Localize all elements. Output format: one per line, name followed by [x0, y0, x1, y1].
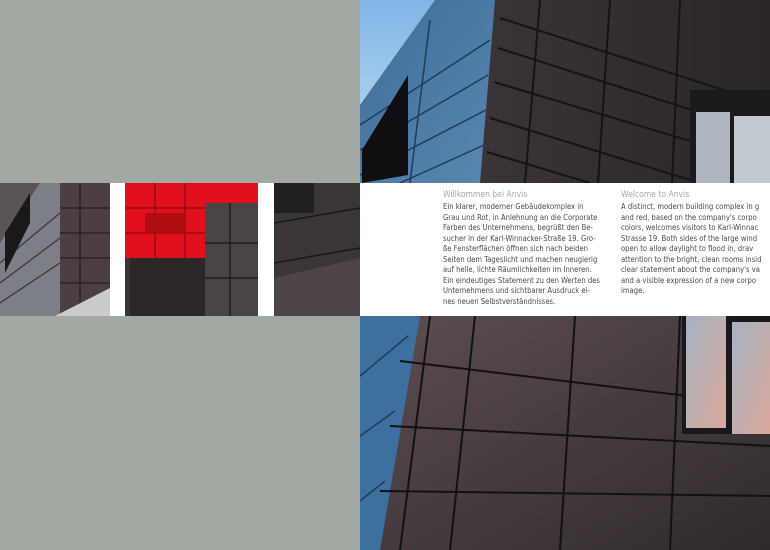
body-line: Strasse 19. Both sides of the large wind	[621, 233, 758, 243]
body-line: ße Fensterflächen öffnen sich nach beiden	[443, 244, 588, 253]
body-line: open to allow daylight to flood in, drav	[621, 244, 754, 253]
body-line: auf helle, lichte Räumlichkeiten im Inneren.	[443, 265, 592, 274]
body-line: Grau und Rot, in Anlehnung an die Corporate	[443, 212, 598, 222]
thumbnail-facade-gray	[0, 183, 110, 316]
body-line: Seiten dem Tageslicht und machen neugierig	[443, 254, 598, 264]
body-line: Ein eindeutiges Statement zu den Werten des	[443, 275, 600, 285]
text-column-en	[621, 190, 770, 297]
facade-photo-top	[360, 0, 770, 183]
heading-de: Willkommen bei Anvis	[443, 190, 528, 200]
text-column-de	[443, 190, 608, 307]
body-line: Farben des Unternehmens, begrüßt den Be-	[443, 223, 593, 232]
body-line: nes neuen Selbstverständnisses.	[443, 296, 556, 306]
body-line: image.	[621, 286, 645, 295]
body-line: sucher in der Karl-Winnacker-Straße 19. Gro-	[443, 233, 596, 243]
body-line: and red, based on the company's corpo	[621, 212, 757, 222]
body-en	[621, 202, 770, 297]
body-de	[443, 202, 608, 307]
body-line: clear statement about the company's va	[621, 265, 760, 274]
thumbnail-facade-dark	[274, 183, 360, 316]
body-line: and a visible expression of a new corpo	[621, 275, 757, 285]
body-line: attention to the bright, clean rooms insid	[621, 254, 762, 264]
body-line: Ein klarer, moderner Gebäudekomplex in	[443, 202, 584, 211]
facade-photo-bottom	[360, 316, 770, 550]
thumbnail-facade-red	[125, 183, 258, 316]
body-line: A distinct, modern building complex in g	[621, 202, 760, 211]
heading-en: Welcome to Anvis	[621, 190, 690, 200]
body-line: colors, welcomes visitors to Karl-Winnac	[621, 223, 759, 232]
body-line: Unternehmens und sichtbarer Ausdruck ei-	[443, 286, 590, 295]
